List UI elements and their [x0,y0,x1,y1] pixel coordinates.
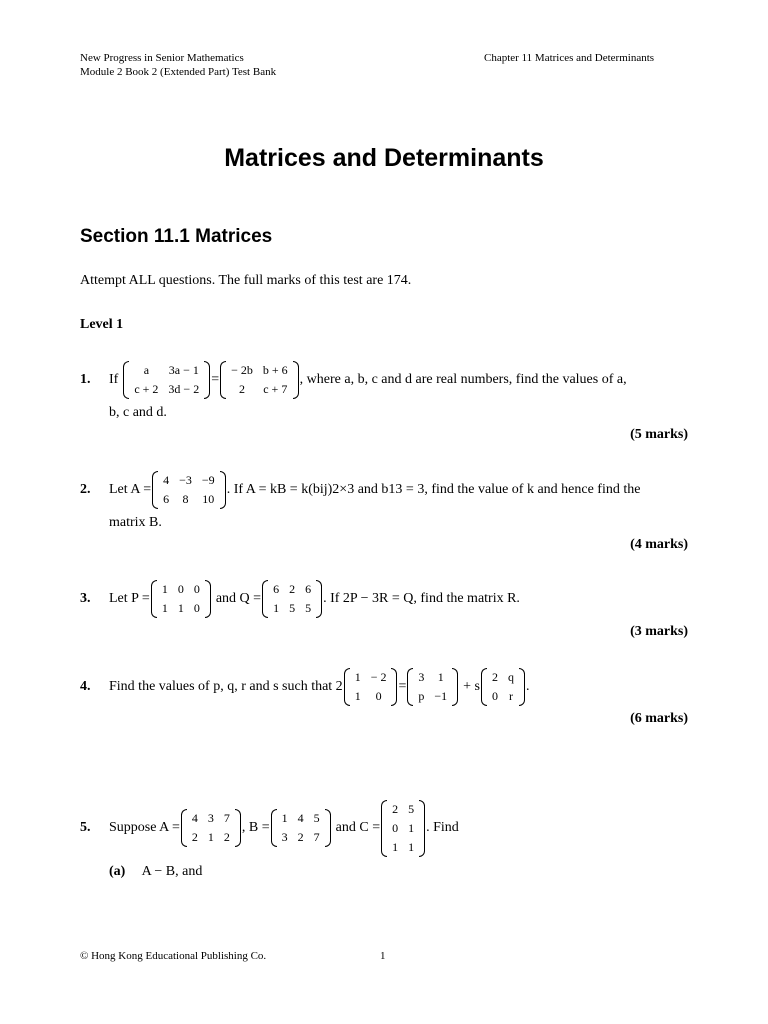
matrix-entry: 2 [492,670,498,684]
matrix-row [158,490,220,509]
marks-label: (6 marks) [630,711,688,726]
matrix-entries [129,361,204,399]
matrix-entries [157,580,205,618]
question-1 [80,356,688,404]
matrix-entry: 0 [375,689,382,703]
matrix-row [157,580,205,599]
matrix-entry: c + 7 [263,382,288,396]
matrix [271,809,331,847]
matrix-right-bracket [204,361,210,399]
matrix-entry: 2 [392,801,399,816]
matrix-entry: 3d − 2 [168,382,200,396]
matrix-entry: 2 [289,582,296,596]
matrix-entry: 1 [408,820,415,835]
matrix-row [350,668,392,687]
matrix-entry: 1 [161,582,168,596]
matrix [152,471,226,509]
question-5 [80,801,688,854]
matrix-entry: 1 [354,689,361,703]
marks-label: (5 marks) [630,427,688,442]
question-text: and Q = [215,591,262,606]
question-number: 1. [80,372,91,387]
question-text: . Find [426,820,459,835]
matrix-entry: 1 [177,601,184,615]
equals-sign: = [398,679,407,694]
matrix-row [129,361,204,380]
question-4 [80,663,688,711]
question-3 [80,575,688,623]
matrix-entry: 3 [281,830,288,844]
matrix-entry: − 2b [231,363,253,377]
question-number: 3. [80,591,91,606]
matrix-entries [350,668,392,706]
matrix-right-bracket [235,809,241,847]
matrix [481,668,525,706]
page-title: Matrices and Determinants [224,144,544,172]
marks-label: (4 marks) [630,537,688,552]
question-text-continued: matrix B. [109,515,162,530]
matrix-entry: −3 [179,473,192,487]
matrix-entries [487,668,519,706]
header-book-title: New Progress in Senior Mathematics [80,52,244,64]
matrix-entry: 1 [437,670,444,684]
question-text: , B = [241,820,270,835]
matrix-entry: 0 [492,689,498,703]
matrix-entries [277,809,325,847]
matrix-entry: 6 [273,582,280,596]
matrix [123,361,210,399]
matrix-row [487,668,519,687]
matrix-row [387,838,419,857]
matrix-entry: 8 [182,492,189,506]
matrix-entry: 0 [177,582,184,596]
matrix [344,668,398,706]
matrix-right-bracket [325,809,331,847]
matrix-row [387,819,419,838]
page-number: 1 [380,950,386,962]
matrix-entry: 4 [191,811,198,825]
matrix-entry: 3 [207,811,214,825]
question-text: Suppose A = [109,820,180,835]
matrix-entry: 4 [297,811,304,825]
matrix-entries [387,800,419,857]
question-text: Let P = [109,591,150,606]
matrix [407,668,458,706]
matrix [181,809,241,847]
matrix-entry: − 2 [370,670,387,684]
header-module: Module 2 Book 2 (Extended Part) Test Bank [80,66,277,78]
matrix-entry: −1 [434,689,448,703]
question-number: 2. [80,482,91,497]
matrix-entry: 1 [408,839,415,854]
matrix-entry: 10 [202,492,215,506]
question-part-a [109,864,202,880]
matrix-row [187,828,235,847]
question-text: If [109,372,119,387]
matrix-entry: 7 [223,811,230,825]
matrix-row [268,599,316,618]
matrix-entry: 3a − 1 [168,363,199,377]
marks-label: (3 marks) [630,624,688,639]
running-header-left [80,51,276,79]
matrix-row [413,687,452,706]
matrix-entry: 2 [239,382,245,396]
matrix-entry: 2 [191,830,198,844]
matrix-row [158,471,220,490]
matrix-entry: 1 [207,830,214,844]
section-title: Section 11.1 Matrices [80,226,273,247]
matrix-right-bracket [220,471,226,509]
question-text: and C = [335,820,381,835]
matrix-entry: q [508,670,514,684]
question-text: Let A = [109,482,152,497]
question-text: . [526,679,530,694]
matrix-right-bracket [205,580,211,618]
matrix-right-bracket [519,668,525,706]
matrix-entry: 1 [273,601,280,615]
matrix-entry: 1 [281,811,288,825]
matrix-right-bracket [293,361,299,399]
question-number: 5. [80,820,91,835]
matrix-entry: 5 [408,801,415,816]
matrix-row [226,361,293,380]
level-heading: Level 1 [80,317,124,332]
matrix-row [157,599,205,618]
matrix-entry: 1 [161,601,168,615]
matrix-row [129,380,204,399]
question-text-continued: b, c and d. [109,405,167,420]
question-text: . If A = kB = k(bij)2×3 and b13 = 3, find the value of k and hence find the [226,482,641,497]
matrix-right-bracket [419,800,425,857]
matrix-entry: 3 [418,670,425,684]
matrix-entries [187,809,235,847]
question-2 [80,466,688,514]
matrix-entry: 1 [392,839,399,854]
equals-sign: = [211,372,220,387]
matrix-entries [226,361,293,399]
matrix-entry: 5 [313,811,320,825]
matrix-entry: 2 [223,830,230,844]
matrix-entry: b + 6 [262,363,288,377]
matrix [381,800,425,857]
matrix-row [387,800,419,819]
header-chapter: Chapter 11 Matrices and Determinants [484,52,655,64]
matrix [262,580,322,618]
matrix-entries [413,668,452,706]
question-number: 4. [80,679,91,694]
question-text: . If 2P − 3R = Q, find the matrix R. [323,591,520,606]
question-text: Find the values of p, q, r and s such that 2 [109,679,343,694]
matrix-entry: 0 [193,601,200,615]
matrix-right-bracket [316,580,322,618]
matrix-right-bracket [452,668,458,706]
matrix-row [187,809,235,828]
matrix-entry: 5 [289,601,296,615]
matrix-right-bracket [391,668,397,706]
matrix [220,361,299,399]
matrix-row [350,687,392,706]
matrix-entry: 0 [392,820,399,835]
matrix-row [413,668,452,687]
matrix-entry: c + 2 [134,382,159,396]
matrix-entry: 6 [163,492,170,506]
matrix-entry: 1 [354,670,361,684]
matrix-entry: 7 [313,830,320,844]
matrix-entry: 2 [297,830,304,844]
matrix-entry: r [509,689,513,703]
matrix [151,580,211,618]
matrix-entry: −9 [201,473,215,487]
matrix-row [226,380,293,399]
matrix-entry: 6 [305,582,312,596]
question-text: + s [463,679,480,694]
matrix-entry: 0 [193,582,200,596]
matrix-row [268,580,316,599]
matrix-row [277,809,325,828]
matrix-entries [158,471,220,509]
question-text: , where a, b, c and d are real numbers, find the values of a, [299,372,627,387]
copyright: © Hong Kong Educational Publishing Co. [80,950,267,962]
part-text: A − B, and [141,864,203,879]
matrix-entry: a [143,363,150,377]
instructions: Attempt ALL questions. The full marks of this test are 174. [80,273,412,288]
matrix-entry: 5 [305,601,312,615]
matrix-entries [268,580,316,618]
matrix-entry: p [418,689,425,703]
matrix-row [277,828,325,847]
matrix-entry: 4 [163,473,170,487]
part-label: (a) [109,864,126,879]
matrix-row [487,687,519,706]
